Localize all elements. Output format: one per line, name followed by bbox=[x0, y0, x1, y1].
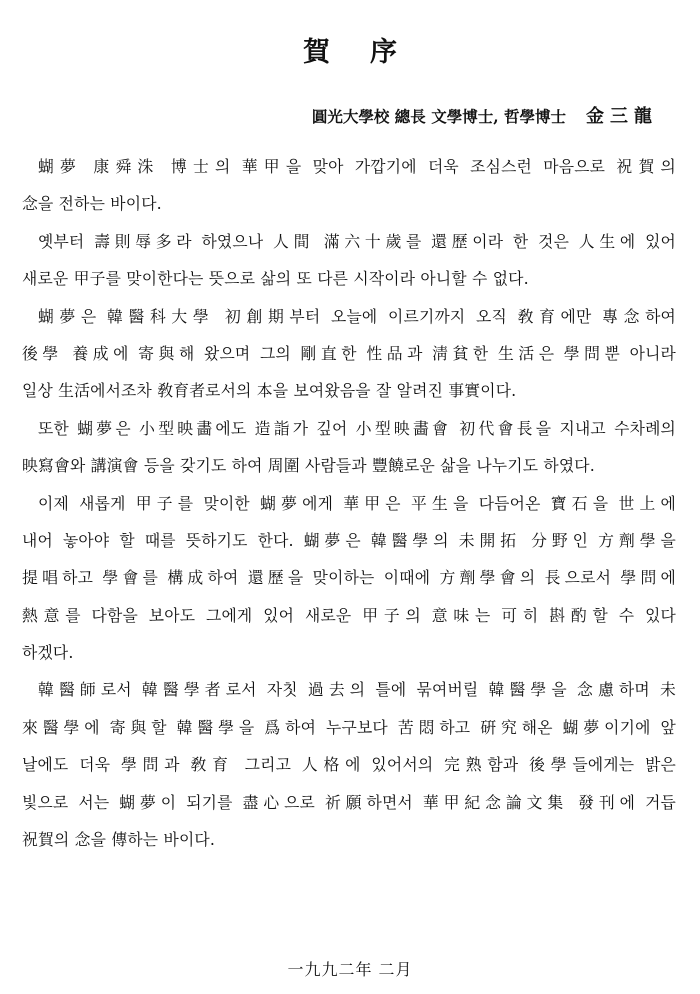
page-title: 賀序 bbox=[303, 37, 437, 68]
paragraph-line: 祝賀의 念을 傳하는 바이다. bbox=[22, 830, 216, 850]
paragraph-line: 이제 새롭게 甲子를 맞이한 蝴夢에게 華甲은 平生을 다듬어온 寶石을 世上에 bbox=[38, 493, 676, 513]
paragraph-line: 일상 生活에서조차 敎育者로서의 本을 보여왔음을 잘 알려진 事實이다. bbox=[22, 381, 517, 401]
paragraph bbox=[22, 298, 676, 410]
author-affiliation: 圓光大學校 總長 文學博士, 哲學博士 bbox=[311, 107, 566, 126]
paragraph-line: 映寫會와 講演會 등을 갖기도 하여 周圍 사람들과 豐饒로운 삶을 나누기도 하였다. bbox=[22, 456, 595, 476]
paragraph-line: 蝴夢은 韓醫科大學 初創期부터 오늘에 이르기까지 오직 敎育에만 專念하여 bbox=[38, 306, 676, 326]
paragraph bbox=[22, 485, 676, 672]
paragraph bbox=[22, 410, 676, 485]
paragraph bbox=[22, 223, 676, 298]
paragraph-line: 날에도 더욱 學問과 敎育 그리고 人格에 있어서의 完熟함과 後學들에게는 밝은 bbox=[22, 755, 676, 775]
paragraph-line: 내어 놓아야 할 때를 뜻하기도 한다. 蝴夢은 韓醫學의 未開拓 分野인 方劑學을 bbox=[22, 530, 676, 550]
paragraph-line: 熱意를 다함을 보아도 그에게 있어 새로운 甲子의 意味는 可히 斟酌할 수 있다 bbox=[22, 605, 676, 625]
paragraph-line: 來醫學에 寄與할 韓醫學을 爲하여 누구보다 苦悶하고 硏究해온 蝴夢이기에 앞 bbox=[22, 717, 676, 737]
paragraph-line: 念을 전하는 바이다. bbox=[22, 194, 162, 214]
document-date: 一九九二年 二月 bbox=[287, 960, 413, 979]
paragraph-line: 새로운 甲子를 맞이한다는 뜻으로 삶의 또 다른 시작이라 아니할 수 없다. bbox=[22, 269, 529, 289]
paragraph-line: 빛으로 서는 蝴夢이 되기를 盡心으로 祈願하면서 華甲紀念論文集 發刊에 거듭 bbox=[22, 792, 676, 812]
author-name: 金三龍 bbox=[586, 106, 658, 127]
paragraph-line: 後學 養成에 寄與해 왔으며 그의 剛直한 性品과 淸貧한 生活은 學問뿐 아니라 bbox=[22, 343, 676, 363]
paragraph-line: 옛부터 壽則辱多라 하였으나 人間 滿六十歲를 還歷이라 한 것은 人生에 있어 bbox=[38, 231, 676, 251]
paragraph-line: 하겠다. bbox=[22, 643, 74, 663]
paragraph bbox=[22, 148, 676, 223]
paragraph-line: 提唱하고 學會를 構成하여 還歷을 맞이하는 이때에 方劑學會의 長으로서 學問에 bbox=[22, 568, 676, 588]
paragraph-line: 또한 蝴夢은 小型映畵에도 造詣가 깊어 小型映畵會 初代會長을 지내고 수차례의 bbox=[38, 418, 676, 438]
document-body bbox=[22, 148, 676, 858]
paragraph-line: 韓醫師로서 韓醫學者로서 자칫 過去의 틀에 묶여버릴 韓醫學을 念慮하며 未 bbox=[38, 680, 676, 700]
author-byline bbox=[312, 102, 658, 128]
paragraph bbox=[22, 671, 676, 858]
paragraph-line: 蝴夢 康舜洙 博士의 華甲을 맞아 가깝기에 더욱 조심스런 마음으로 祝賀의 bbox=[38, 157, 676, 176]
